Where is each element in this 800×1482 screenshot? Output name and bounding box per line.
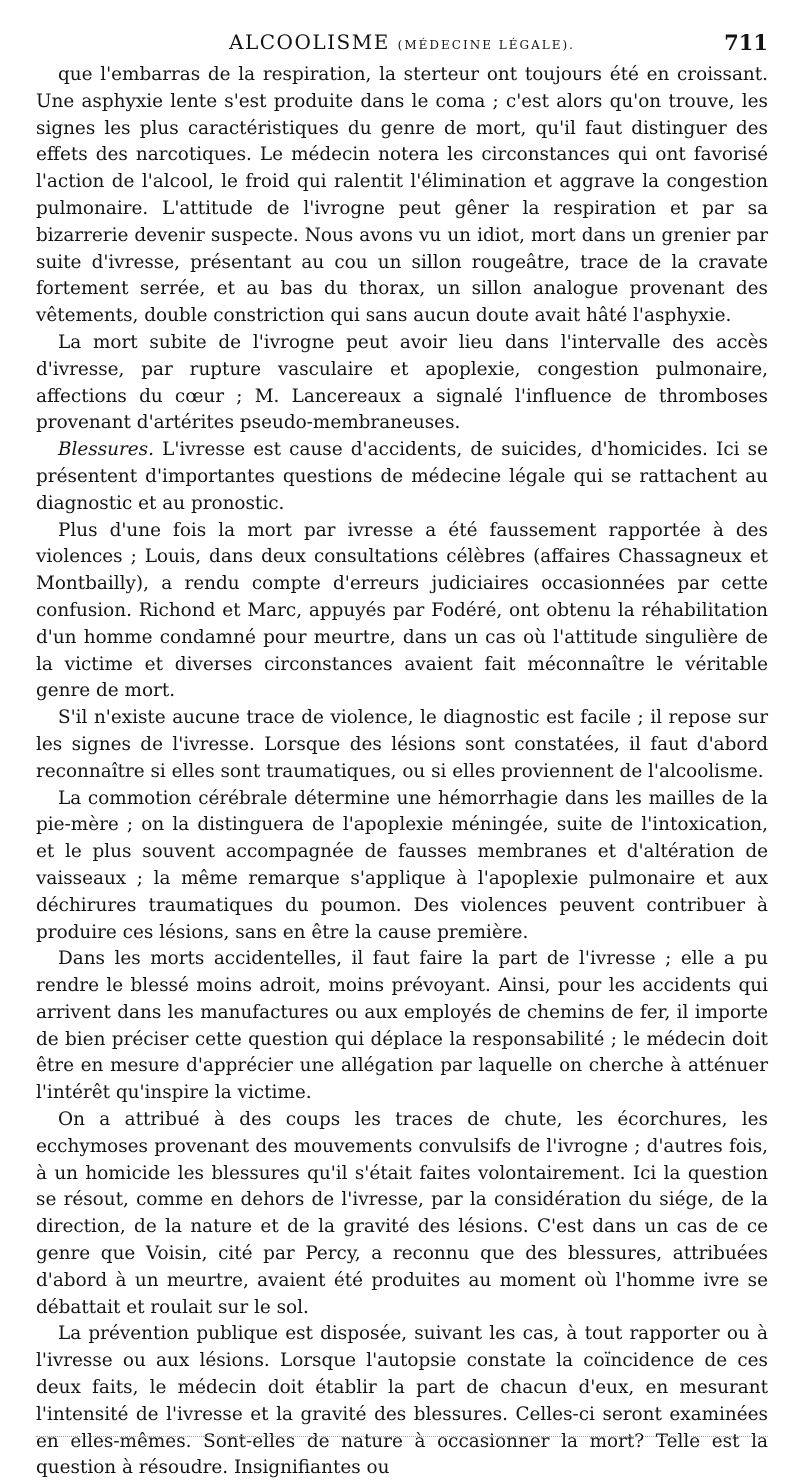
paragraph-text: La prévention publique est disposée, suivant les cas, à tout rapporter ou à l'ivresse ou aux lésions. Lorsque l'autopsie constate la coïncidence de ces deux faits, le médecin doit établir la part de chacun d'eux, en mesurant l'intensité de l'ivresse et la gravité des blessures. Celles-ci seront examinées en elles-mêmes. Sont-elles de nature à occasionner la mort? Telle est la question à résoudre. Insignifiantes ou [36, 1323, 768, 1479]
paragraph-3 [36, 437, 768, 517]
paragraph-text: La commotion cérébrale détermine une hémorrhagie dans les mailles de la pie-mère ; on la distinguera de l'apoplexie méningée, suite de l'intoxication, et le plus souvent accompagnée de fausses membranes et d'altération de vaisseaux ; la même remarque s'applique à l'apoplexie pulmonaire et aux déchirures traumatiques du poumon. Des violences peuvent contribuer à produire ces lésions, sans en être la cause première. [36, 787, 768, 943]
paragraph-text: que l'embarras de la respiration, la sterteur ont toujours été en croissant. Une asphyxie lente s'est produite dans le coma ; c'est alors qu'on trouve, les signes les plus caractéristiques du genre de mort, qu'il faut distinguer des effets des narcotiques. Le médecin notera les circonstances qui ont favorisé l'action de l'alcool, le froid qui ralentit l'élimination et aggrave la congestion pulmonaire. L'attitude de l'ivrogne peut gêner la respiration et par sa bizarrerie devenir suspecte. Nous avons vu un idiot, mort dans un grenier par suite d'ivresse, présentant au cou un sillon rougeâtre, trace de la cravate fortement serrée, et au bas du thorax, un sillon analogue provenant des vêtements, double constriction qui sans aucun doute avait hâté l'asphyxie. [36, 64, 768, 327]
paragraph-2 [36, 330, 768, 437]
paragraph-text: La mort subite de l'ivrogne peut avoir lieu dans l'intervalle des accès d'ivresse, par rupture vasculaire et apoplexie, congestion pulmonaire, affections du cœur ; M. Lancereaux a signalé l'influence de thromboses provenant d'artérites pseudo-membraneuses. [36, 331, 768, 434]
paragraph-5 [36, 705, 768, 785]
paragraph-7 [36, 946, 768, 1107]
paragraph-8 [36, 1107, 768, 1321]
body-text [36, 62, 768, 1482]
running-title-main: ALCOOLISME [229, 30, 390, 54]
bottom-dotted-rule [36, 1436, 768, 1437]
paragraph-text: Plus d'une fois la mort par ivresse a été faussement rapportée à des violences ; Louis, dans deux consultations célèbres (affaires Chassagneux et Montbailly), a rendu compte d'erreurs judiciaires occasionnées par cette confusion. Richond et Marc, appuyés par Fodéré, ont obtenu la réhabilitation d'un homme condamné pour meurtre, dans un cas où l'attitude singulière de la victime et diverses circonstances avaient fait méconnaître le véritable genre de mort. [36, 519, 768, 702]
paragraph-text: L'ivresse est cause d'accidents, de suicides, d'homicides. Ici se présentent d'importantes questions de médecine légale qui se rattachent au diagnostic et au pronostic. [36, 439, 768, 514]
paragraph-lead: Blessures. [58, 439, 154, 461]
paragraph-text: Dans les morts accidentelles, il faut faire la part de l'ivresse ; elle a pu rendre le blessé moins adroit, moins prévoyant. Ainsi, pour les accidents qui arrivent dans les manufactures ou aux employés de chemins de fer, il importe de bien préciser cette question qui déplace la responsabilité ; le médecin doit être en mesure d'apprécier une allégation par laquelle on cherche à atténuer l'intérêt qu'inspire la victime. [36, 948, 768, 1104]
running-title [36, 30, 768, 54]
paragraph-4 [36, 518, 768, 706]
paragraph-9 [36, 1321, 768, 1482]
paragraph-6 [36, 786, 768, 947]
paragraph-1 [36, 62, 768, 330]
running-title-subtitle: (MÉDECINE LÉGALE). [397, 38, 575, 52]
page-header [36, 28, 768, 58]
page-number: 711 [724, 30, 768, 55]
paragraph-text: On a attribué à des coups les traces de chute, les écorchures, les ecchymoses provenant des mouvements convulsifs de l'ivrogne ; d'autres fois, à un homicide les blessures qu'il s'était faites volontairement. Ici la question se résout, comme en dehors de l'ivresse, par la considération du siége, de la direction, de la nature et de la gravité des lésions. C'est dans un cas de ce genre que Voisin, cité par Percy, a reconnu que des blessures, attribuées d'abord à un meurtre, avaient été produites au moment où l'homme ivre se débattait et roulait sur le sol. [36, 1109, 768, 1318]
paragraph-text: S'il n'existe aucune trace de violence, le diagnostic est facile ; il repose sur les signes de l'ivresse. Lorsque des lésions sont constatées, il faut d'abord reconnaître si elles sont traumatiques, ou si elles proviennent de l'alcoolisme. [36, 707, 768, 782]
